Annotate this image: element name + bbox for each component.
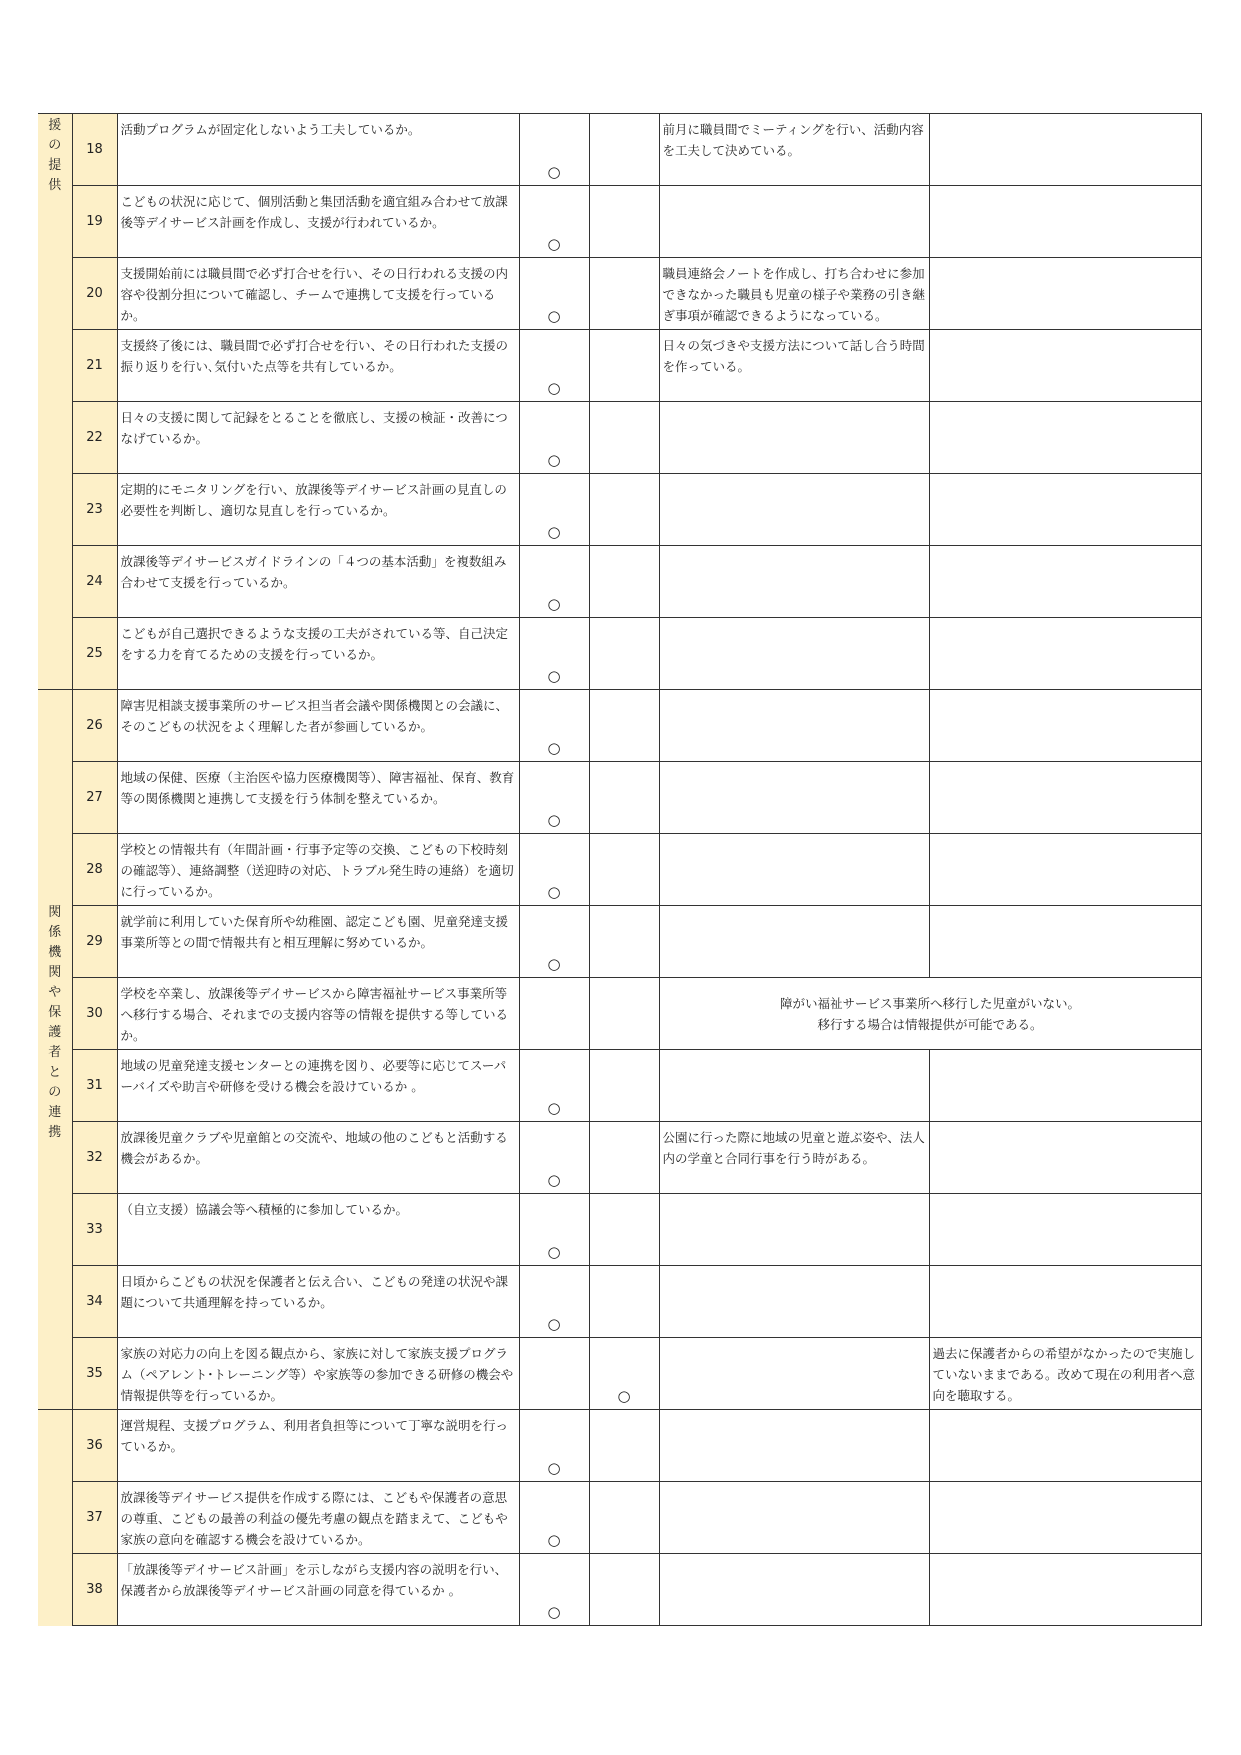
other-note xyxy=(929,258,1201,330)
no-mark xyxy=(589,258,659,330)
no-mark xyxy=(589,978,659,1050)
other-note xyxy=(929,1122,1201,1194)
no-mark xyxy=(589,1554,659,1626)
item-number: 36 xyxy=(72,1410,117,1482)
no-mark xyxy=(589,834,659,906)
question-text: 学校を卒業し、放課後等デイサービスから障害福祉サービス事業所等へ移行する場合、それまでの支援内容等の情報を提供する等しているか。 xyxy=(117,978,519,1050)
improvement-note: 日々の気づきや支援方法について話し合う時間を作っている。 xyxy=(659,330,929,402)
item-number: 22 xyxy=(72,402,117,474)
question-text: 支援開始前には職員間で必ず打合せを行い、その日行われる支援の内容や役割分担について確認し、チームで連携して支援を行っているか。 xyxy=(117,258,519,330)
yes-mark: ○ xyxy=(519,1194,589,1266)
item-number: 33 xyxy=(72,1194,117,1266)
category-char: 護 xyxy=(48,1025,62,1040)
other-note xyxy=(929,1266,1201,1338)
question-text: 日々の支援に関して記録をとることを徹底し、支援の検証・改善につなげているか。 xyxy=(117,402,519,474)
improvement-note xyxy=(659,618,929,690)
improvement-note xyxy=(659,1338,929,1410)
yes-mark xyxy=(519,978,589,1050)
question-text: 地域の児童発達支援センターとの連携を図り、必要等に応じてスーパーバイズや助言や研修を受ける機会を設けているか 。 xyxy=(117,1050,519,1122)
question-text: 定期的にモニタリングを行い、放課後等デイサービス計画の見直しの必要性を判断し、適切な見直しを行っているか。 xyxy=(117,474,519,546)
item-number: 31 xyxy=(72,1050,117,1122)
category-char: 援 xyxy=(48,118,62,133)
question-text: 学校との情報共有（年間計画・行事予定等の交換、こどもの下校時刻の確認等）、連絡調整（送迎時の対応、トラブル発生時の連絡）を適切に行っているか。 xyxy=(117,834,519,906)
yes-mark: ○ xyxy=(519,834,589,906)
item-number: 38 xyxy=(72,1554,117,1626)
category-cell xyxy=(38,690,72,1410)
yes-mark: ○ xyxy=(519,186,589,258)
table-row xyxy=(38,1554,1201,1626)
category-char: 関 xyxy=(48,965,62,980)
no-mark xyxy=(589,1122,659,1194)
question-text: 就学前に利用していた保育所や幼稚園、認定こども園、児童発達支援事業所等との間で情報共有と相互理解に努めているか。 xyxy=(117,906,519,978)
no-mark xyxy=(589,1410,659,1482)
no-mark xyxy=(589,906,659,978)
yes-mark xyxy=(519,1338,589,1410)
item-number: 29 xyxy=(72,906,117,978)
table-row xyxy=(38,1050,1201,1122)
category-char: 機 xyxy=(48,945,62,960)
other-note: 過去に保護者からの希望がなかったので実施していないままである。改めて現在の利用者へ意向を聴取する。 xyxy=(929,1338,1201,1410)
item-number: 23 xyxy=(72,474,117,546)
other-note xyxy=(929,114,1201,186)
no-mark xyxy=(589,474,659,546)
category-char: と xyxy=(48,1065,62,1080)
yes-mark: ○ xyxy=(519,1482,589,1554)
other-note xyxy=(929,186,1201,258)
question-text: 「放課後等デイサービス計画」を示しながら支援内容の説明を行い、保護者から放課後等デイサービス計画の同意を得ているか 。 xyxy=(117,1554,519,1626)
table-row xyxy=(38,906,1201,978)
other-note xyxy=(929,618,1201,690)
no-mark xyxy=(589,402,659,474)
improvement-note xyxy=(659,1266,929,1338)
category-char: 者 xyxy=(48,1045,62,1060)
table-row xyxy=(38,978,1201,1050)
improvement-note xyxy=(659,546,929,618)
no-mark xyxy=(589,690,659,762)
yes-mark: ○ xyxy=(519,762,589,834)
yes-mark: ○ xyxy=(519,114,589,186)
category-cell xyxy=(38,1410,72,1626)
table-row xyxy=(38,402,1201,474)
no-mark xyxy=(589,330,659,402)
question-text: 活動プログラムが固定化しないよう工夫しているか。 xyxy=(117,114,519,186)
table-row xyxy=(38,474,1201,546)
improvement-note xyxy=(659,1482,929,1554)
table-row xyxy=(38,1482,1201,1554)
item-number: 34 xyxy=(72,1266,117,1338)
improvement-note xyxy=(659,1410,929,1482)
category-label xyxy=(47,690,63,1143)
no-mark: ○ xyxy=(589,1338,659,1410)
question-text: 日頃からこどもの状況を保護者と伝え合い、こどもの発達の状況や課題について共通理解を持っているか。 xyxy=(117,1266,519,1338)
category-cell xyxy=(38,114,72,690)
other-note xyxy=(929,906,1201,978)
question-text: 支援終了後には、職員間で必ず打合せを行い、その日行われた支援の振り返りを行い､気付いた点等を共有しているか。 xyxy=(117,330,519,402)
question-text: 運営規程、支援プログラム、利用者負担等について丁寧な説明を行っているか。 xyxy=(117,1410,519,1482)
improvement-note xyxy=(659,186,929,258)
improvement-note xyxy=(659,834,929,906)
item-number: 32 xyxy=(72,1122,117,1194)
yes-mark: ○ xyxy=(519,546,589,618)
yes-mark: ○ xyxy=(519,402,589,474)
merged-note-line: 移行する場合は情報提供が可能である。 xyxy=(817,1016,1043,1032)
category-char: 係 xyxy=(48,925,62,940)
item-number: 24 xyxy=(72,546,117,618)
category-char: 連 xyxy=(48,1105,62,1120)
no-mark xyxy=(589,1482,659,1554)
item-number: 25 xyxy=(72,618,117,690)
other-note xyxy=(929,1482,1201,1554)
yes-mark: ○ xyxy=(519,618,589,690)
merged-note xyxy=(659,978,1201,1050)
improvement-note: 公園に行った際に地域の児童と遊ぶ姿や、法人内の学童と合同行事を行う時がある。 xyxy=(659,1122,929,1194)
yes-mark: ○ xyxy=(519,474,589,546)
item-number: 30 xyxy=(72,978,117,1050)
table-row xyxy=(38,1266,1201,1338)
yes-mark: ○ xyxy=(519,1050,589,1122)
other-note xyxy=(929,1194,1201,1266)
question-text: 放課後等デイサービスガイドラインの「４つの基本活動」を複数組み合わせて支援を行っているか。 xyxy=(117,546,519,618)
improvement-note xyxy=(659,474,929,546)
table-row xyxy=(38,114,1201,186)
category-char: の xyxy=(48,1085,62,1100)
improvement-note xyxy=(659,762,929,834)
question-text: こどもの状況に応じて、個別活動と集団活動を適宜組み合わせて放課後等デイサービス計画を作成し、支援が行われているか。 xyxy=(117,186,519,258)
category-char: 提 xyxy=(48,158,62,173)
evaluation-table xyxy=(38,113,1202,1626)
question-text: こどもが自己選択できるような支援の工夫がされている等、自己決定をする力を育てるための支援を行っているか。 xyxy=(117,618,519,690)
no-mark xyxy=(589,114,659,186)
category-char: 供 xyxy=(48,178,62,193)
no-mark xyxy=(589,618,659,690)
no-mark xyxy=(589,546,659,618)
yes-mark: ○ xyxy=(519,330,589,402)
category-char: 関 xyxy=(48,905,62,920)
no-mark xyxy=(589,1266,659,1338)
no-mark xyxy=(589,186,659,258)
table-row xyxy=(38,1338,1201,1410)
item-number: 37 xyxy=(72,1482,117,1554)
category-label xyxy=(47,114,63,196)
no-mark xyxy=(589,762,659,834)
category-char: 携 xyxy=(48,1125,62,1140)
improvement-note xyxy=(659,1554,929,1626)
other-note xyxy=(929,1050,1201,1122)
other-note xyxy=(929,546,1201,618)
improvement-note: 職員連絡会ノートを作成し、打ち合わせに参加できなかった職員も児童の様子や業務の引き継ぎ事項が確認できるようになっている。 xyxy=(659,258,929,330)
yes-mark: ○ xyxy=(519,1122,589,1194)
yes-mark: ○ xyxy=(519,1410,589,1482)
question-text: （自立支援）協議会等へ積極的に参加しているか。 xyxy=(117,1194,519,1266)
improvement-note xyxy=(659,402,929,474)
table-row xyxy=(38,834,1201,906)
item-number: 26 xyxy=(72,690,117,762)
table-body xyxy=(38,114,1201,1626)
item-number: 35 xyxy=(72,1338,117,1410)
table-row xyxy=(38,1410,1201,1482)
improvement-note: 前月に職員間でミーティングを行い、活動内容を工夫して決めている。 xyxy=(659,114,929,186)
item-number: 20 xyxy=(72,258,117,330)
question-text: 家族の対応力の向上を図る観点から、家族に対して家族支援プログラム（ペアレント･トレーニング等）や家族等の参加できる研修の機会や情報提供等を行っているか。 xyxy=(117,1338,519,1410)
yes-mark: ○ xyxy=(519,258,589,330)
yes-mark: ○ xyxy=(519,1266,589,1338)
other-note xyxy=(929,474,1201,546)
item-number: 21 xyxy=(72,330,117,402)
yes-mark: ○ xyxy=(519,690,589,762)
item-number: 18 xyxy=(72,114,117,186)
question-text: 放課後児童クラブや児童館との交流や、地域の他のこどもと活動する機会があるか。 xyxy=(117,1122,519,1194)
category-char: や xyxy=(48,985,62,1000)
other-note xyxy=(929,1410,1201,1482)
table-row xyxy=(38,618,1201,690)
other-note xyxy=(929,330,1201,402)
improvement-note xyxy=(659,1050,929,1122)
other-note xyxy=(929,1554,1201,1626)
table-row xyxy=(38,186,1201,258)
table-row xyxy=(38,690,1201,762)
category-char: の xyxy=(48,138,62,153)
question-text: 障害児相談支援事業所のサービス担当者会議や関係機関との会議に、そのこどもの状況をよく理解した者が参画しているか。 xyxy=(117,690,519,762)
question-text: 放課後等デイサービス提供を作成する際には、こどもや保護者の意思の尊重、こどもの最善の利益の優先考慮の観点を踏まえて、こどもや家族の意向を確認する機会を設けているか。 xyxy=(117,1482,519,1554)
table-row xyxy=(38,762,1201,834)
other-note xyxy=(929,762,1201,834)
item-number: 19 xyxy=(72,186,117,258)
table-row xyxy=(38,1194,1201,1266)
yes-mark: ○ xyxy=(519,906,589,978)
table-row xyxy=(38,330,1201,402)
other-note xyxy=(929,690,1201,762)
other-note xyxy=(929,834,1201,906)
yes-mark: ○ xyxy=(519,1554,589,1626)
other-note xyxy=(929,402,1201,474)
no-mark xyxy=(589,1194,659,1266)
improvement-note xyxy=(659,1194,929,1266)
improvement-note xyxy=(659,906,929,978)
no-mark xyxy=(589,1050,659,1122)
merged-note-line: 障がい福祉サービス事業所へ移行した児童がいない。 xyxy=(779,995,1080,1011)
table-row xyxy=(38,546,1201,618)
item-number: 27 xyxy=(72,762,117,834)
category-char: 保 xyxy=(48,1005,62,1020)
item-number: 28 xyxy=(72,834,117,906)
improvement-note xyxy=(659,690,929,762)
question-text: 地域の保健、医療（主治医や協力医療機関等）、障害福祉、保育、教育等の関係機関と連携して支援を行う体制を整えているか。 xyxy=(117,762,519,834)
table-row xyxy=(38,258,1201,330)
table-row xyxy=(38,1122,1201,1194)
